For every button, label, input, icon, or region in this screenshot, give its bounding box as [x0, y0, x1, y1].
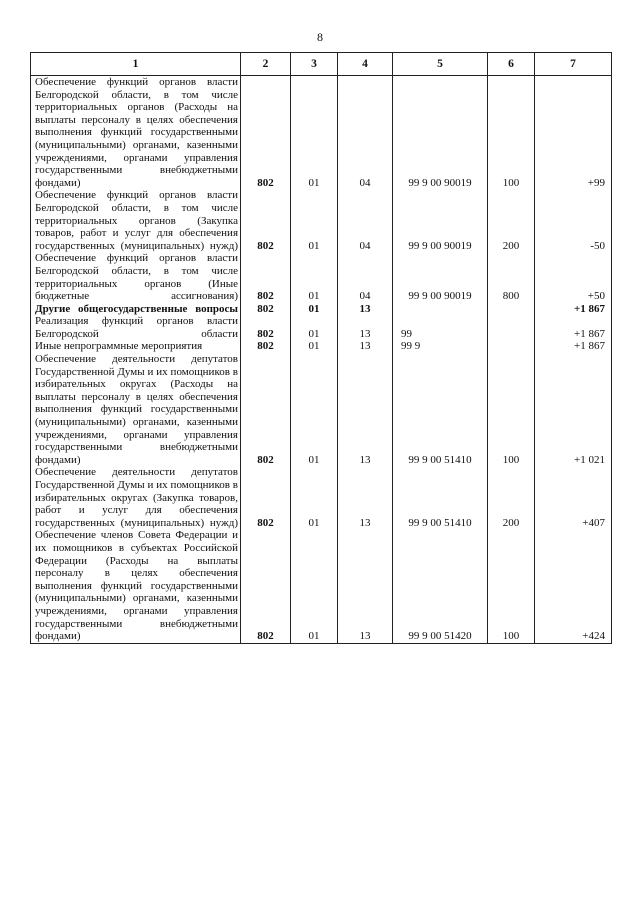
cell-section: 01	[291, 353, 338, 466]
row-description: Обеспечение членов Совета Федерации и их помощников в субъектах Российской Федерации (Расходы на выплаты персоналу в целях обеспечения выполнения функций государственными (муниципальными) органами, казенными учреждениями, органами управления государственными внебюджетными фондами)	[31, 529, 241, 643]
table-header-row	[31, 53, 612, 76]
cell-ministry-code: 802	[241, 189, 291, 252]
cell-ministry-code: 802	[241, 529, 291, 643]
row-description: Обеспечение функций органов власти Белгородской области, в том числе территориальных органов (Закупка товаров, работ и услуг для обеспечения государственных (муниципальных) нужд)	[31, 189, 241, 252]
cell-expense-type: 800	[488, 252, 535, 302]
page-number: 8	[317, 30, 323, 44]
cell-subsection: 13	[338, 466, 393, 529]
cell-expense-type	[488, 340, 535, 353]
cell-amount: +1 021	[535, 353, 612, 466]
row-description: Обеспечение деятельности депутатов Государственной Думы и их помощников в избирательных округах (Расходы на выплаты персоналу в целях обеспечения выполнения функций государственными (муниципальными) органами, казенными учреждениями, органами управления государственными внебюджетными фондами)	[31, 353, 241, 466]
cell-ministry-code: 802	[241, 340, 291, 353]
cell-target-article: 99 9 00 90019	[393, 252, 488, 302]
cell-subsection: 04	[338, 189, 393, 252]
cell-amount: +99	[535, 76, 612, 190]
column-header-2: 2	[241, 53, 291, 76]
cell-ministry-code: 802	[241, 252, 291, 302]
cell-target-article: 99 9 00 90019	[393, 76, 488, 190]
row-description: Обеспечение деятельности депутатов Государственной Думы и их помощников в избирательных округах (Закупка товаров, работ и услуг для обеспечения государственных (муниципальных) нужд)	[31, 466, 241, 529]
cell-target-article: 99 9 00 90019	[393, 189, 488, 252]
cell-expense-type: 100	[488, 529, 535, 643]
cell-amount: +1 867	[535, 303, 612, 316]
row-description: Иные непрограммные мероприятия	[31, 340, 241, 353]
table-row	[31, 189, 612, 252]
cell-ministry-code: 802	[241, 353, 291, 466]
cell-expense-type: 100	[488, 353, 535, 466]
budget-table	[30, 52, 612, 644]
cell-amount: +50	[535, 252, 612, 302]
cell-section: 01	[291, 303, 338, 316]
table-row	[31, 252, 612, 302]
table-row	[31, 340, 612, 353]
column-header-4: 4	[338, 53, 393, 76]
table-row	[31, 303, 612, 316]
cell-ministry-code: 802	[241, 315, 291, 340]
cell-section: 01	[291, 466, 338, 529]
table-row	[31, 315, 612, 340]
row-description: Обеспечение функций органов власти Белгородской области, в том числе территориальных органов (Расходы на выплаты персоналу в целях обеспечения выполнения функций государственными (муниципальными) органами, казенными учреждениями, органами управления государственными внебюджетными фондами)	[31, 76, 241, 190]
cell-subsection: 13	[338, 529, 393, 643]
cell-target-article: 99	[393, 315, 488, 340]
cell-target-article: 99 9	[393, 340, 488, 353]
cell-amount: -50	[535, 189, 612, 252]
cell-expense-type	[488, 315, 535, 340]
column-header-3: 3	[291, 53, 338, 76]
cell-section: 01	[291, 76, 338, 190]
cell-amount: +1 867	[535, 315, 612, 340]
cell-subsection: 13	[338, 303, 393, 316]
table-row	[31, 529, 612, 643]
cell-target-article: 99 9 00 51420	[393, 529, 488, 643]
cell-expense-type: 200	[488, 466, 535, 529]
column-header-7: 7	[535, 53, 612, 76]
cell-section: 01	[291, 315, 338, 340]
column-header-1: 1	[31, 53, 241, 76]
column-header-6: 6	[488, 53, 535, 76]
cell-subsection: 04	[338, 76, 393, 190]
cell-target-article	[393, 303, 488, 316]
cell-section: 01	[291, 529, 338, 643]
table-row	[31, 466, 612, 529]
cell-subsection: 13	[338, 340, 393, 353]
row-description: Другие общегосударственные вопросы	[31, 303, 241, 316]
column-header-5: 5	[393, 53, 488, 76]
cell-subsection: 13	[338, 353, 393, 466]
cell-expense-type: 100	[488, 76, 535, 190]
cell-section: 01	[291, 189, 338, 252]
cell-target-article: 99 9 00 51410	[393, 353, 488, 466]
cell-section: 01	[291, 340, 338, 353]
row-description: Реализация функций органов власти Белгородской области	[31, 315, 241, 340]
cell-section: 01	[291, 252, 338, 302]
cell-subsection: 13	[338, 315, 393, 340]
row-description: Обеспечение функций органов власти Белгородской области, в том числе территориальных органов (Иные бюджетные ассигнования)	[31, 252, 241, 302]
table-row	[31, 76, 612, 190]
table-row	[31, 353, 612, 466]
cell-expense-type	[488, 303, 535, 316]
cell-amount: +407	[535, 466, 612, 529]
cell-ministry-code: 802	[241, 76, 291, 190]
cell-ministry-code: 802	[241, 303, 291, 316]
cell-expense-type: 200	[488, 189, 535, 252]
cell-subsection: 04	[338, 252, 393, 302]
cell-amount: +1 867	[535, 340, 612, 353]
cell-amount: +424	[535, 529, 612, 643]
cell-ministry-code: 802	[241, 466, 291, 529]
cell-target-article: 99 9 00 51410	[393, 466, 488, 529]
